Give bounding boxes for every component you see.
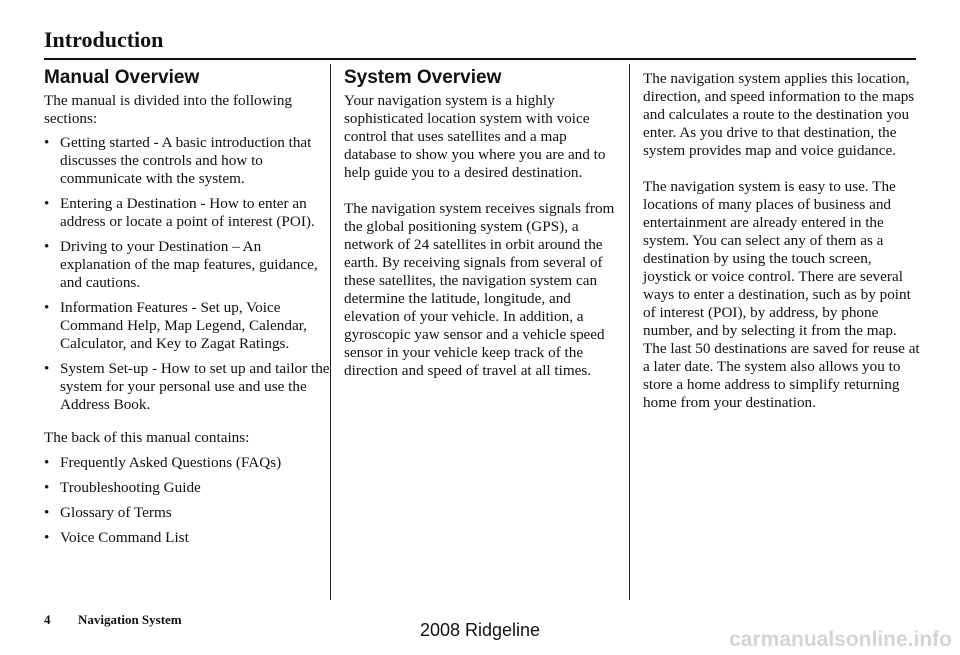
column-divider-right bbox=[629, 64, 630, 600]
sections-list bbox=[44, 134, 330, 414]
list-item: • Glossary of Terms bbox=[44, 504, 330, 522]
list-item: • Driving to your Destination – An explanation of the map features, guidance, and cautions. bbox=[44, 238, 330, 292]
system-overview-paragraph: The navigation system receives signals from the global positioning system (GPS), a network of 24 satellites in orbit around the earth. By receiving signals from several of these satellites, the navigation system can determine the latitude, longitude, and elevation of your vehicle. In addition, a gyroscopic yaw sensor and a vehicle speed sensor in your vehicle keep track of the direction and speed of travel at all times. bbox=[344, 200, 615, 379]
page-number: 4 bbox=[44, 612, 51, 627]
manual-overview-column bbox=[44, 66, 330, 554]
page-header bbox=[44, 26, 916, 60]
body-paragraph: The navigation system applies this location, direction, and speed information to the maps and calculates a route to the destination you enter. As you drive to that destination, the system provides map and voice guidance. bbox=[643, 70, 915, 159]
list-item: • Information Features - Set up, Voice Command Help, Map Legend, Calendar, Calculator, and Key to Zagat Ratings. bbox=[44, 299, 330, 353]
vehicle-model: 2008 Ridgeline bbox=[419, 620, 541, 640]
book-title: Navigation System bbox=[78, 612, 182, 627]
manual-overview-heading: Manual Overview bbox=[44, 67, 200, 88]
list-item: • Frequently Asked Questions (FAQs) bbox=[44, 454, 330, 472]
site-watermark: carmanualsonline.info bbox=[729, 628, 952, 651]
list-item: • Entering a Destination - How to enter an address or locate a point of interest (POI). bbox=[44, 195, 330, 231]
back-contents-list bbox=[44, 454, 330, 547]
column-divider-left bbox=[330, 64, 331, 600]
list-item: • System Set-up - How to set up and tailor the system for your personal use and use the Address Book. bbox=[44, 360, 330, 414]
list-item: • Getting started - A basic introduction that discusses the controls and how to communicate with the system. bbox=[44, 134, 330, 188]
manual-overview-intro: The manual is divided into the following sections: bbox=[44, 92, 293, 127]
system-overview-column bbox=[344, 66, 620, 398]
right-column bbox=[643, 70, 921, 430]
system-overview-paragraph: Your navigation system is a highly sophisticated location system with voice control that uses satellites and a map database to show you where you are and to help guide you to a desired destination. bbox=[344, 92, 606, 181]
body-paragraph: The navigation system is easy to use. The locations of many places of business and entertainment are already entered in the system. You can select any of them as a destination by using the touch screen, joystick or voice control. There are several ways to enter a destination, such as by point of interest (POI), by address, by phone number, and by selecting it from the map. The last 50 destinations are saved for reuse at a later date. The system also allows you to store a home address to simplify returning home from your destination. bbox=[643, 178, 920, 411]
list-item: • Troubleshooting Guide bbox=[44, 479, 330, 497]
list-item: • Voice Command List bbox=[44, 529, 330, 547]
back-of-manual-intro: The back of this manual contains: bbox=[44, 429, 250, 446]
page-title: Introduction bbox=[44, 27, 164, 52]
system-overview-heading: System Overview bbox=[344, 67, 502, 88]
